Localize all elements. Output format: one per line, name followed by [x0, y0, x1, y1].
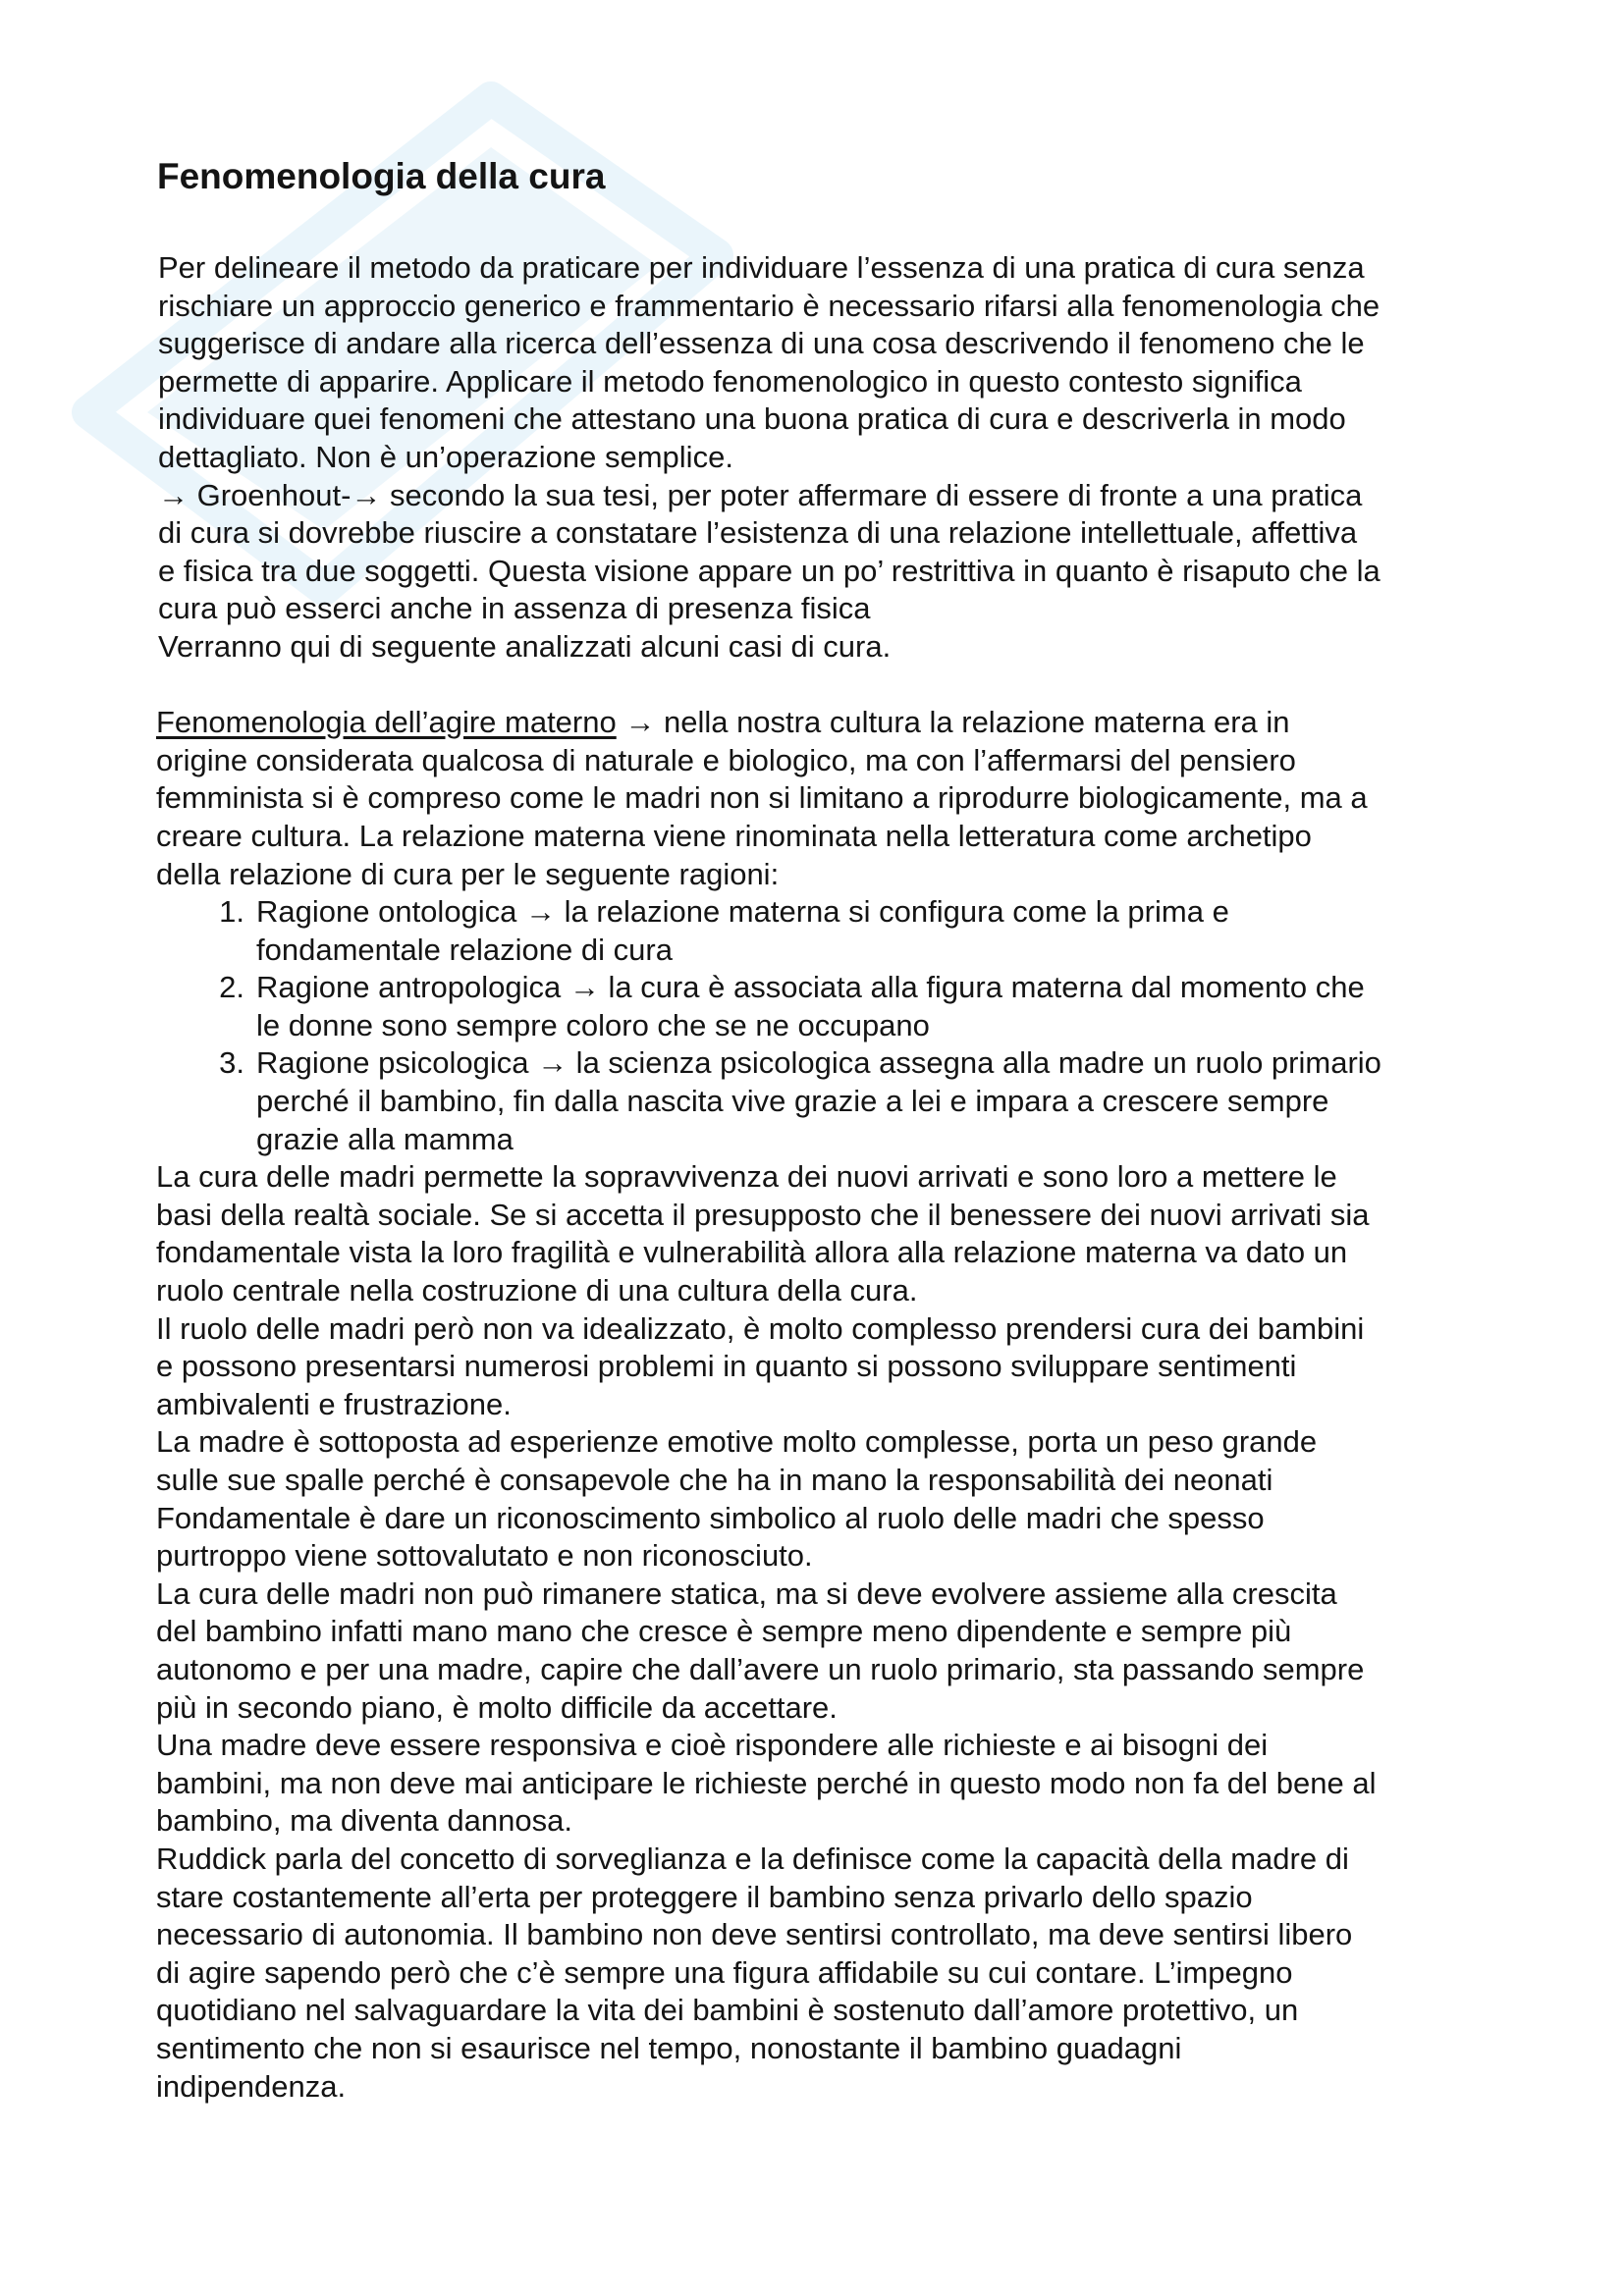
list-item-text: Ragione psicologica → la scienza psicologica assegna alla madre un ruolo primario perché il bambino, fin dalla nascita vive grazie a lei e impara a crescere sempre grazie alla mamma — [256, 1045, 1381, 1156]
list-item — [219, 969, 1474, 1044]
section-heading: Fenomenologia dell’agire materno — [156, 705, 617, 740]
body-paragraph: La madre è sottoposta ad esperienze emotive molto complesse, porta un peso grande sulle sue spalle perché è consapevole che ha in mano la responsabilità dei neonati Fondamentale è dare un riconoscimento simbolico al ruolo delle madri che spesso purtroppo viene sottovalutato e non riconosciuto. — [156, 1424, 1318, 1574]
body-paragraph: La cura delle madri permette la sopravvivenza dei nuovi arrivati e sono loro a mettere le basi della realtà sociale. Se si accetta il presupposto che il benessere dei nuovi arrivati sia fondamentale vista la loro fragilità e vulnerabilità allora alla relazione materna va dato un ruolo centrale nella costruzione di una cultura della cura. — [156, 1159, 1370, 1308]
reasons-list — [156, 893, 1482, 1158]
blank-line — [156, 667, 1482, 705]
page-title: Fenomenologia della cura — [157, 156, 606, 196]
list-item — [219, 1044, 1474, 1158]
body-paragraph: La cura delle madri non può rimanere statica, ma si deve evolvere assieme alla crescita del bambino infatti mano mano che cresce è sempre meno dipendente e sempre più autonomo e per una madre, capire che dall’avere un ruolo primario, sta passando sempre più in secondo piano, è molto difficile da accettare. — [156, 1575, 1365, 1725]
section-paragraph — [156, 704, 1482, 893]
body-paragraphs — [156, 1158, 1482, 2106]
list-item-number: 2. — [219, 970, 244, 1005]
list-item-number: 3. — [219, 1045, 244, 1081]
section-intro-text: → nella nostra cultura la relazione materna era in origine considerata qualcosa di naturale e biologico, ma con l’affermarsi del pensiero femminista si è compreso come le madri non si limitano a riprodurre biologicamente, ma a creare cultura. La relazione materna viene rinominata nella letteratura come archetipo della relazione di cura per le seguente ragioni: — [156, 705, 1368, 891]
list-item-number: 1. — [219, 894, 244, 930]
body-paragraph: Il ruolo delle madri però non va idealizzato, è molto complesso prendersi cura dei bambini e possono presentarsi numerosi problemi in quanto si possono sviluppare sentimenti ambivalenti e frustrazione. — [156, 1310, 1365, 1421]
list-item-text: Ragione ontologica → la relazione materna si configura come la prima e fondamentale relazione di cura — [256, 894, 1229, 967]
list-item — [219, 893, 1474, 969]
body-paragraph: Ruddick parla del concetto di sorveglianza e la definisce come la capacità della madre di stare costantemente all’erta per proteggere il bambino senza privarlo dello spazio necessario di autonomia. Il bambino non deve sentirsi controllato, ma deve sentirsi libero di agire sapendo però che c’è sempre una figura affidabile su cui contare. L’impegno quotidiano nel salvaguardare la vita dei bambini è sostenuto dall’amore protettivo, un sentimento che non si esaurisce nel tempo, nonostante il bambino guadagni indipendenza. — [156, 1841, 1353, 2104]
list-item-text: Ragione antropologica → la cura è associata alla figura materna dal momento che le donne sono sempre coloro che se ne occupano — [256, 970, 1365, 1042]
body-paragraph: Una madre deve essere responsiva e cioè rispondere alle richieste e ai bisogni dei bambini, ma non deve mai anticipare le richieste perché in questo modo non fa del bene al bambino, ma diventa dannosa. — [156, 1728, 1377, 1839]
document-page — [156, 153, 1482, 2106]
intro-paragraph: Per delineare il metodo da praticare per individuare l’essenza di una pratica di cura senza rischiare un approccio generico e frammentario è necessario rifarsi alla fenomenologia che suggerisce di andare alla ricerca dell’essenza di una cosa descrivendo il fenomeno che le permette di apparire. Applicare il metodo fenomenologico in questo contesto significa individuare quei fenomeni che attestano una buona pratica di cura e descriverla in modo dettagliato. Non è un’operazione semplice. → Groenhout-→ secondo la sua tesi, per poter affermare di essere di fronte a una pratica di cura si dovrebbe riuscire a constatare l’esistenza di una relazione intellettuale, affettiva e fisica tra due soggetti. Questa visione appare un po’ restrittiva in quanto è risaputo che la cura può esserci anche in assenza di presenza fisica Verranno qui di seguente analizzati alcuni casi di cura. — [158, 250, 1380, 664]
